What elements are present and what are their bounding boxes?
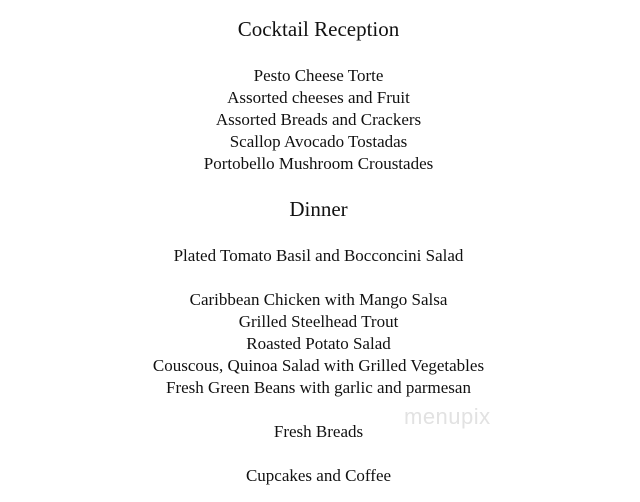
menu-item: Couscous, Quinoa Salad with Grilled Vegetables	[152, 356, 485, 375]
menu-item-dessert: Cupcakes and Coffee	[245, 466, 392, 485]
dinner-heading: Dinner	[289, 197, 348, 221]
menu-item: Pesto Cheese Torte	[253, 66, 384, 85]
cocktail-reception-heading: Cocktail Reception	[237, 17, 400, 41]
menu-item: Caribbean Chicken with Mango Salsa	[189, 290, 448, 309]
menupix-watermark: menupix	[404, 404, 491, 429]
menu-item: Assorted cheeses and Fruit	[227, 88, 410, 107]
menu-item: Assorted Breads and Crackers	[215, 110, 422, 129]
menu-item: Roasted Potato Salad	[246, 334, 391, 353]
menu-item: Scallop Avocado Tostadas	[229, 132, 408, 151]
menu-item: Fresh Green Beans with garlic and parmesan	[166, 378, 471, 397]
menu-item: Portobello Mushroom Croustades	[203, 154, 434, 173]
menu-item: Grilled Steelhead Trout	[238, 312, 399, 331]
menu-item-salad: Plated Tomato Basil and Bocconcini Salad	[173, 246, 464, 265]
menu-item-bread: Fresh Breads	[273, 422, 364, 441]
